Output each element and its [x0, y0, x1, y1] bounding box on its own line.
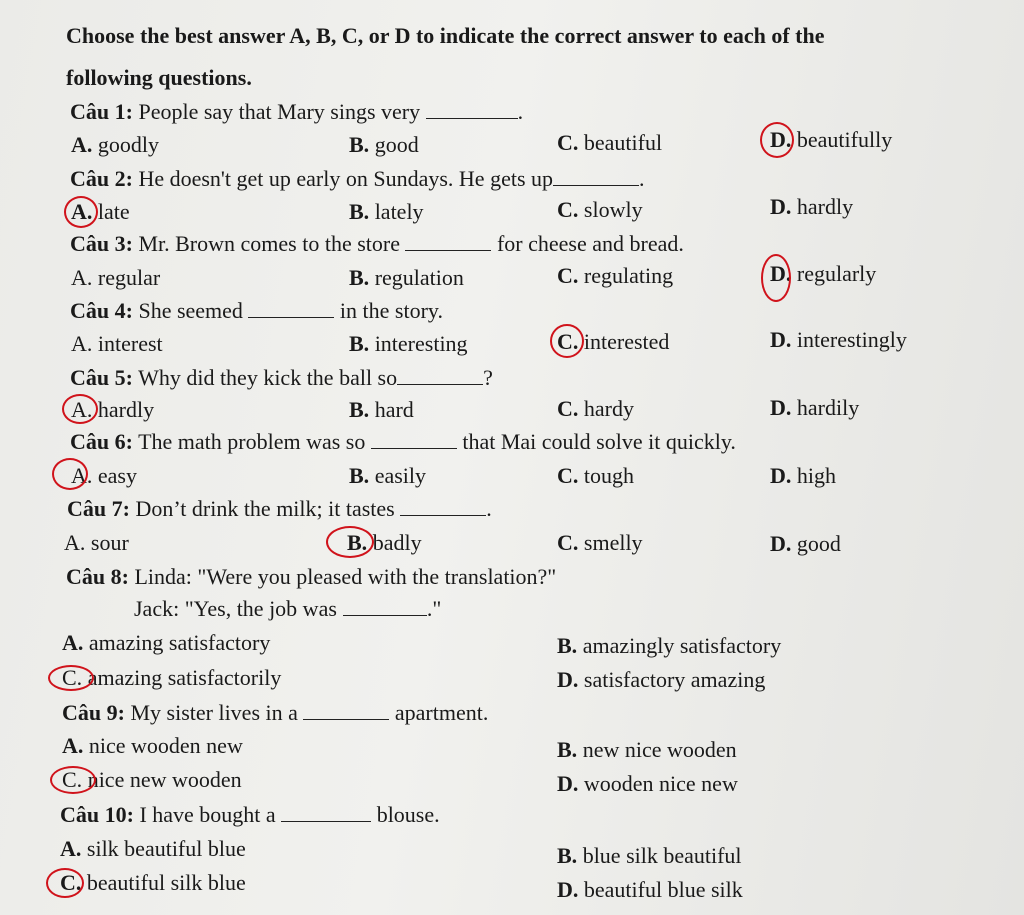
q4-option-b: B. interesting	[349, 331, 468, 356]
q6-option-c: C. tough	[557, 463, 635, 488]
q6-option-b: B. easily	[349, 463, 427, 488]
question-label: Câu 9:	[62, 700, 125, 725]
q2-option-d: D. hardly	[770, 194, 854, 219]
question-text: He doesn't get up early on Sundays. He gets up	[138, 166, 554, 191]
q6-option-d: D. high	[770, 463, 837, 488]
question-text: People say that Mary sings very	[138, 99, 421, 124]
answer-blank	[553, 167, 639, 186]
q10-option-d: D. beautiful blue silk	[557, 877, 743, 902]
question-label: Câu 5:	[70, 365, 133, 390]
q2-option-a: A. late	[71, 199, 130, 224]
question-2	[70, 166, 645, 192]
question-label: Câu 3:	[70, 231, 133, 256]
q3-option-c: C. regulating	[557, 263, 674, 288]
answer-blank	[248, 299, 334, 318]
answer-blank	[405, 232, 491, 251]
question-7	[67, 496, 492, 522]
question-text-after: blouse.	[376, 802, 440, 827]
q3-option-d: D. regularly	[770, 261, 877, 286]
question-5	[70, 365, 493, 391]
question-text: Why did they kick the ball so	[138, 365, 398, 390]
q4-option-a: A. interest	[71, 331, 163, 356]
q5-option-a: A. hardly	[71, 397, 155, 422]
q3-option-a: A. regular	[71, 265, 161, 290]
q3-option-b: B. regulation	[349, 265, 464, 290]
answer-blank	[343, 597, 427, 616]
question-text: Linda: "Were you pleased with the translation?"	[134, 564, 557, 589]
q1-option-b: B. good	[349, 132, 419, 157]
question-text-after: ?	[483, 365, 493, 390]
q8-option-b: B. amazingly satisfactory	[557, 633, 782, 658]
question-1	[70, 99, 523, 125]
question-text: Jack: "Yes, the job was	[134, 596, 337, 621]
q9-option-c: C. nice new wooden	[62, 767, 242, 792]
question-text-after: ."	[426, 596, 442, 621]
q1-option-a: A. goodly	[71, 132, 160, 157]
q10-option-b: B. blue silk beautiful	[557, 843, 742, 868]
question-label: Câu 4:	[70, 298, 133, 323]
answer-blank	[426, 100, 518, 119]
q5-option-b: B. hard	[349, 397, 414, 422]
q1-option-d: D. beautifully	[770, 127, 893, 152]
answer-blank	[303, 701, 389, 720]
question-label: Câu 2:	[70, 166, 133, 191]
q10-option-a: A. silk beautiful blue	[60, 836, 246, 861]
question-text: My sister lives in a	[130, 700, 298, 725]
q2-option-c: C. slowly	[557, 197, 643, 222]
question-label: Câu 10:	[60, 802, 134, 827]
question-8	[66, 564, 556, 590]
question-text-after: .	[517, 99, 524, 124]
q7-option-c: C. smelly	[557, 530, 643, 555]
question-3	[70, 231, 684, 257]
question-label: Câu 7:	[67, 496, 130, 521]
q7-option-a: A. sour	[64, 530, 129, 555]
answer-blank	[397, 366, 483, 385]
q10-option-c: C. beautiful silk blue	[60, 870, 246, 895]
question-text-after: .	[486, 496, 492, 521]
question-text-after: that Mai could solve it quickly.	[462, 429, 736, 454]
question-label: Câu 1:	[70, 99, 133, 124]
q4-option-d: D. interestingly	[770, 327, 907, 352]
answer-blank	[281, 803, 371, 822]
question-label: Câu 8:	[66, 564, 129, 589]
instructions-line-1: Choose the best answer A, B, C, or D to indicate the correct answer to each of the	[66, 23, 825, 48]
q6-option-a: A. easy	[71, 463, 137, 488]
q7-option-d: D. good	[770, 531, 841, 556]
question-10	[60, 802, 440, 828]
question-label: Câu 6:	[70, 429, 133, 454]
instructions-line-2: following questions.	[66, 65, 252, 90]
question-text: The math problem was so	[138, 429, 366, 454]
q9-option-a: A. nice wooden new	[62, 733, 243, 758]
q8-option-d: D. satisfactory amazing	[557, 667, 766, 692]
q5-option-d: D. hardily	[770, 395, 860, 420]
question-text: Don’t drink the milk; it tastes	[135, 496, 395, 521]
question-text-after: in the story.	[339, 298, 443, 323]
answer-blank	[371, 430, 457, 449]
question-text-after: for cheese and bread.	[496, 231, 684, 256]
question-text-after: apartment.	[394, 700, 489, 725]
question-text-after: .	[639, 166, 645, 191]
q7-option-b: B. badly	[347, 530, 422, 555]
question-4	[70, 298, 443, 324]
question-8-response	[134, 596, 441, 622]
question-6	[70, 429, 736, 455]
q4-option-c: C. interested	[557, 329, 670, 354]
question-text: Mr. Brown comes to the store	[138, 231, 400, 256]
q9-option-d: D. wooden nice new	[557, 771, 738, 796]
q1-option-c: C. beautiful	[557, 130, 663, 155]
question-9	[62, 700, 488, 726]
answer-blank	[400, 497, 486, 516]
q8-option-c: C. amazing satisfactorily	[62, 665, 282, 690]
q5-option-c: C. hardy	[557, 396, 634, 421]
question-text: She seemed	[138, 298, 243, 323]
q8-option-a: A. amazing satisfactory	[62, 630, 271, 655]
q2-option-b: B. lately	[349, 199, 424, 224]
q9-option-b: B. new nice wooden	[557, 737, 737, 762]
question-text: I have bought a	[139, 802, 276, 827]
